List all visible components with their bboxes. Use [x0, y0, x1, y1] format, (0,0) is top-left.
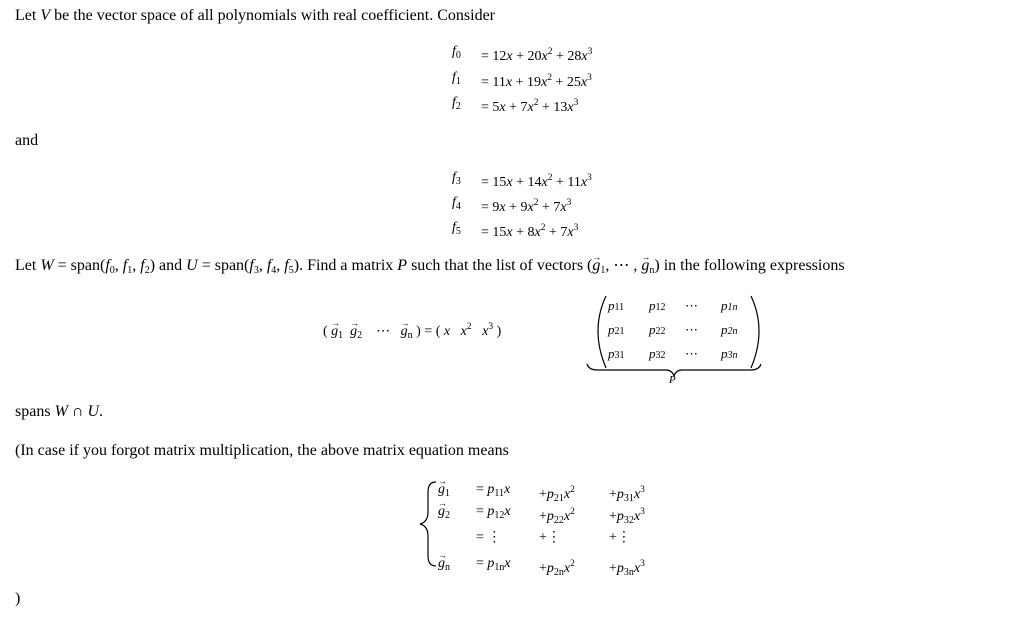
system-row-3-c3: +⋮	[609, 530, 631, 545]
and-text: and	[15, 132, 39, 149]
poly-f2-lhs: $f_2$	[452, 95, 461, 112]
span-question: Let $W = span(f_0$, $f_1$, $f_2$) and $U = span(f_3$, $f_4$, $f_5$). Find a matrix P such that the list of vectors (→ $g_1$, ⋯ , → $g_n$) in the following expressions	[15, 257, 845, 280]
system-row-3-c1: = ⋮	[476, 530, 502, 545]
matrix-entry-p2n: p2n	[721, 322, 738, 337]
poly-f3-lhs: $f_3$	[452, 170, 461, 187]
poly-f1-lhs: $f_1$	[452, 70, 461, 87]
spans-text: spans W ∩ U.	[15, 403, 104, 420]
system-row-2-c1: = $p_{12}x$	[476, 504, 511, 521]
system-lhs-g1: → $g_1$	[438, 482, 450, 502]
matrix-entry-dots-2: ⋯	[685, 322, 698, 337]
system-lhs-g2: → $g_2$	[438, 504, 450, 524]
matrix-entry-p32: p32	[649, 346, 666, 361]
matrix-entry-dots-1: ⋯	[685, 298, 698, 313]
system-row-2-c3: $+p_{32}x^3$	[609, 507, 645, 526]
matrix-entry-p3n: p3n	[721, 346, 738, 361]
matrix-entry-p11: p11	[608, 298, 625, 313]
system-row-4-c1: = $p_{1n}x$	[476, 556, 511, 573]
matrix-lhs: ( → $g_1 \to g_2$ ⋯ → $g_n$ ) = ( x $x^2$ $x^3$ )	[323, 319, 501, 344]
matrix-entry-p22: p22	[649, 322, 666, 337]
poly-f3-rhs: = $15x + 14x^2 + 11x^3$	[481, 173, 592, 190]
matrix-entry-p12: p12	[649, 298, 666, 313]
system-row-1-c3: $+p_{31}x^3$	[609, 485, 645, 504]
poly-f1-rhs: = $11x + 19x^2 + 25x^3$	[481, 73, 592, 90]
poly-f5-lhs: $f_5$	[452, 220, 461, 237]
poly-f5-rhs: = $15x + 8x^2 + 7x^3$	[481, 223, 579, 240]
system-row-2-c2: $+p_{22}x^2$	[539, 507, 575, 526]
poly-f4-rhs: = $9x + 9x^2 + 7x^3$	[481, 198, 572, 215]
system-row-1-c1: = $p_{11}x$	[476, 482, 511, 499]
poly-f2-rhs: = $5x + 7x^2 + 13x^3$	[481, 98, 579, 115]
poly-f0-rhs: = $12x + 20x^2 + 28x^3$	[481, 47, 593, 64]
poly-f4-lhs: $f_4$	[452, 195, 461, 212]
system-lhs-gn: → $g_n$	[438, 556, 450, 576]
matrix-entry-p1n: p1n	[721, 298, 738, 313]
matrix-entry-dots-3: ⋯	[685, 346, 698, 361]
matrix-entry-p21: p21	[608, 322, 625, 337]
system-row-3-c2: +⋮	[539, 530, 561, 545]
matrix-entry-p31: p31	[608, 346, 625, 361]
brace-label: P	[669, 374, 676, 386]
system-row-1-c2: $+p_{21}x^2$	[539, 485, 575, 504]
system-row-4-c2: $+p_{2n}x^2$	[539, 559, 575, 578]
intro-line: Let V be the vector space of all polynomials with real coefficient. Consider	[15, 7, 495, 24]
closing-paren: )	[15, 590, 21, 607]
reminder-text: (In case if you forgot matrix multiplication, the above matrix equation means	[15, 442, 509, 459]
poly-f0-lhs: $f_0$	[452, 44, 461, 61]
system-row-4-c3: $+p_{3n}x^3$	[609, 559, 645, 578]
